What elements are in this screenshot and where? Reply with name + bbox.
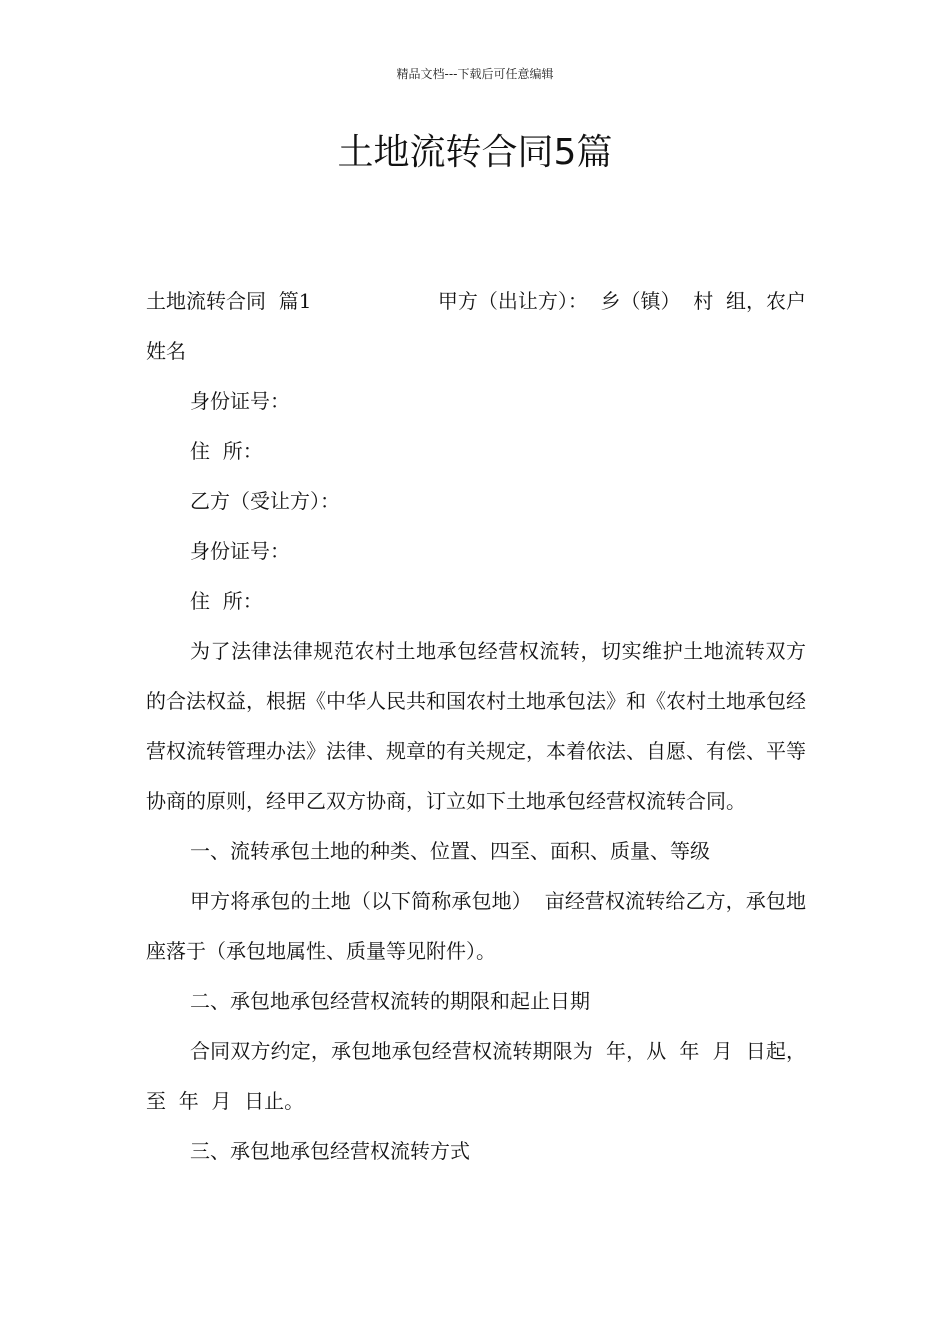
section-heading-3: 三、承包地承包经营权流转方式 — [190, 1139, 470, 1163]
party-a-line: 甲方（出让方）： 乡（镇） 村 组，农户 — [437, 289, 806, 313]
contract-heading: 土地流转合同 篇1 — [146, 289, 312, 313]
opening-line — [146, 276, 806, 326]
section-heading-2: 二、承包地承包经营权流转的期限和起止日期 — [190, 989, 590, 1013]
document-body — [146, 276, 806, 1176]
section-1-paragraph: 甲方将承包的土地（以下简称承包地） 亩经营权流转给乙方，承包地座落于（承包地属性、质量等见附件）。 — [146, 889, 806, 963]
party-b-line: 乙方（受让方）： — [190, 489, 340, 513]
section-heading-1: 一、流转承包土地的种类、位置、四至、面积、质量、等级 — [190, 839, 710, 863]
section-2-paragraph: 合同双方约定，承包地承包经营权流转期限为 年，从 年 月 日起，至 年 月 日止。 — [146, 1039, 806, 1113]
document-title: 土地流转合同5篇 — [337, 132, 613, 173]
party-a-address-line: 住 所： — [190, 439, 263, 463]
page-header: 精品文档---下载后可任意编辑 — [396, 67, 554, 81]
name-line: 姓名 — [146, 339, 186, 363]
party-b-address-line: 住 所： — [190, 589, 263, 613]
preamble-paragraph: 为了法律法律规范农村土地承包经营权流转，切实维护土地流转双方的合法权益，根据《中华人民共和国农村土地承包法》和《农村土地承包经营权流转管理办法》法律、规章的有关规定，本着依法、自愿、有偿、平等协商的原则，经甲乙双方协商，订立如下土地承包经营权流转合同。 — [146, 639, 806, 813]
party-a-id-line: 身份证号： — [190, 389, 290, 413]
party-b-id-line: 身份证号： — [190, 539, 290, 563]
